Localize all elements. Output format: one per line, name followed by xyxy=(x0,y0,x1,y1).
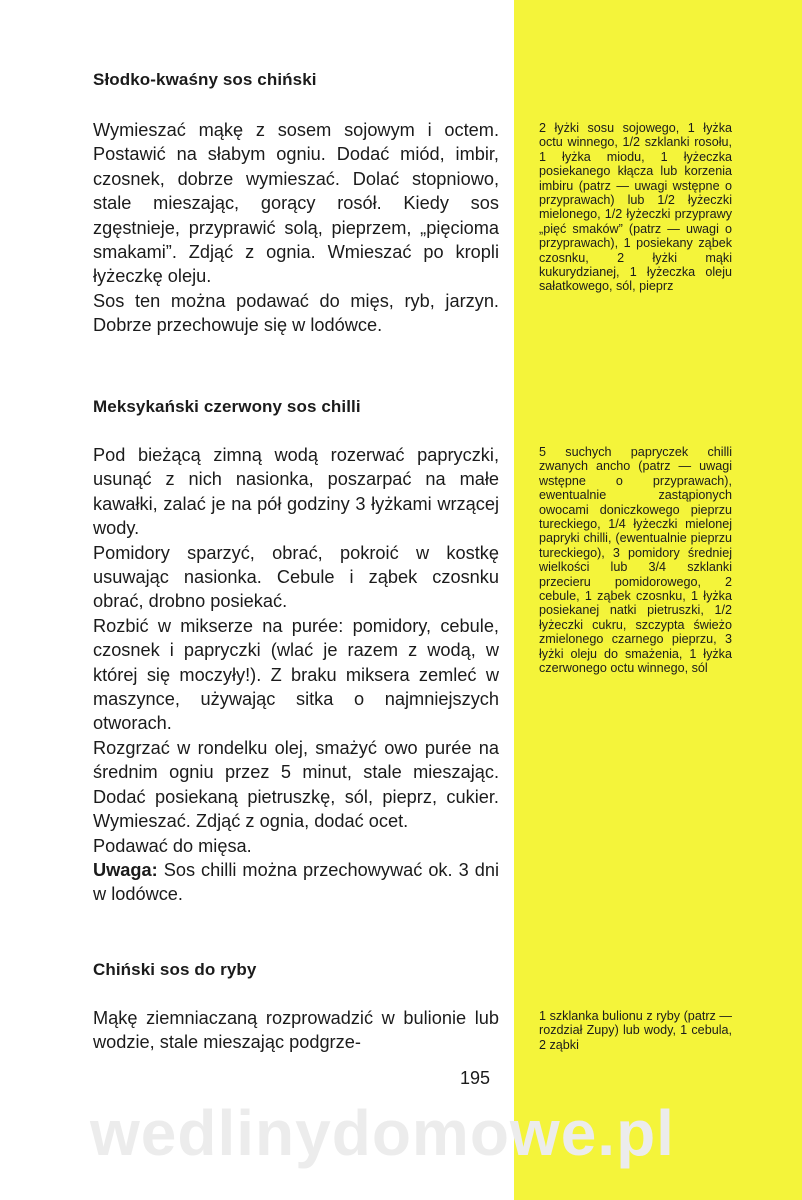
recipe-title-sweet-sour: Słodko-kwaśny sos chiński xyxy=(93,70,317,89)
note-label: Uwaga: xyxy=(93,859,158,880)
recipe-title-chilli: Meksykański czerwony sos chilli xyxy=(93,397,361,416)
paragraph: Sos ten można podawać do mięs, ryb, jarzyn. Dobrze przechowuje się w lodówce. xyxy=(93,290,499,336)
paragraph: Wymieszać mąkę z sosem sojowym i octem. Postawić na słabym ogniu. Dodać miód, imbir, czosnek, dobrze wymieszać. Dolać stopniowo, stale mieszając, gorący rosół. Kiedy sos zgęstnieje, przyprawić solą, pieprzem, „pięcioma smakami”. Zdjąć z ognia. Wmieszać po kropli łyżeczkę oleju. xyxy=(93,120,499,287)
paragraph: Pomidory sparzyć, obrać, pokroić w kostkę usuwając nasionka. Cebule i ząbek czosnku obrać, drobno posiekać. xyxy=(93,542,499,612)
recipe-body-sweet-sour xyxy=(93,118,499,338)
recipe-title-fish-sauce: Chiński sos do ryby xyxy=(93,960,257,979)
note-paragraph xyxy=(93,858,499,907)
watermark: wedlinydomowe.pl xyxy=(90,1097,675,1169)
paragraph: Rozgrzać w rondelku olej, smażyć owo purée na średnim ogniu przez 5 minut, stale mieszając. Dodać posiekaną pietruszkę, sól, pieprz, cukier. Wymieszać. Zdjąć z ognia, dodać ocet. xyxy=(93,737,499,832)
paragraph: Pod bieżącą zimną wodą rozerwać papryczki, usunąć z nich nasionka, poszarpać na małe kawałki, zalać je na pół godziny 3 łyżkami wrzącej wody. xyxy=(93,445,499,539)
ingredients-sweet-sour: 2 łyżki sosu sojowego, 1 łyżka octu winnego, 1/2 szklanki rosołu, 1 łyżka miodu, 1 łyżeczka posiekanego kłącza lub korzenia imbiru (patrz — uwagi wstępne o przyprawach) lub 1/2 łyżeczki mielonego, 1/2 łyżeczki przyprawy „pięć smaków” (patrz — uwagi o przyprawach), 1 posiekany ząbek czosnku, 2 łyżki mąki kukurydzianej, 1 łyżeczka oleju sałatkowego, sól, pieprz xyxy=(539,121,732,294)
note-text: Sos chilli można przechowywać ok. 3 dni w lodówce. xyxy=(93,859,499,905)
page-number: 195 xyxy=(460,1068,491,1088)
recipe-body-fish-sauce xyxy=(93,1006,499,1055)
paragraph: Podawać do mięsa. xyxy=(93,835,252,856)
paragraph: Rozbić w mikserze na purée: pomidory, cebule, czosnek i papryczki (wlać je razem z wodą, w której się moczyły!). Z braku miksera zemleć w maszynce, używając sitka o najmniejszych otworach. xyxy=(93,615,499,734)
paragraph: Mąkę ziemniaczaną rozprowadzić w bulionie lub wodzie, stale mieszając podgrze- xyxy=(93,1008,499,1053)
ingredients-chilli: 5 suchych papryczek chilli zwanych ancho (patrz — uwagi wstępne o przyprawach), ewentualnie zastąpionych owocami doniczkowego pieprzu tureckiego, 1/4 łyżeczki mielonej papryki chilli, (ewentualnie pieprzu tureckiego), 3 pomidory średniej wielkości lub 3/4 szklanki przecieru pomidorowego, 2 cebule, 1 ząbek czosnku, 1 łyżka posiekanej natki pietruszki, 1/2 łyżeczki cukru, szczypta świeżo zmielonego czarnego pieprzu, 3 łyżki oleju do smażenia, 1 łyżka czerwonego octu winnego, sól xyxy=(539,445,732,676)
ingredients-fish-sauce: 1 szklanka bulionu z ryby (patrz — rozdział Zupy) lub wody, 1 cebula, 2 ząbki xyxy=(539,1009,732,1052)
recipe-body-chilli xyxy=(93,443,499,907)
